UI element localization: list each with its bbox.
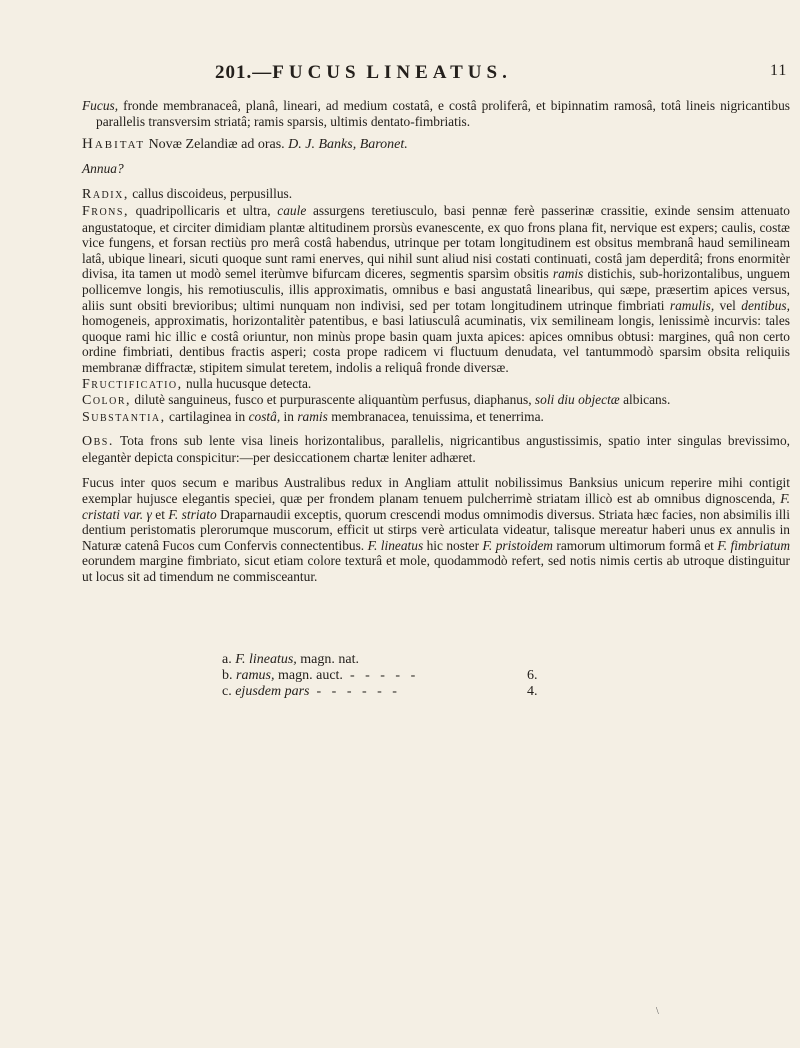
frons-paragraph: Frons, quadripollicaris et ultra, caule assurgens teretiusculo, basi pennæ ferè passerinæ crassitie, exinde sensim attenuato angustatoque, et circiter dimidiam plantæ altitudinem prorsùs evanescente, ex quo frons plana fit, nervique est expers; caulis, costæ vice fungens, et forsan rectiùs pro merâ costâ habendus, utrinque per totam longitudinem est obsitus membranâ haud semilineam latâ, ubique lineari, sicuti quoque sunt rami enerves, qui nihil sunt aliud nisi costati continuati, costâ jam deperditâ; frons enormitèr divisa, ita tamen ut modò semel iterùmve bifurcam diceres, segmentis sparsìm obsitis ramis distichis, sub-horizontalibus, unguem pollicemve longis, his remotiusculis, illis approximatis, omnibus e basi angustatâ linearibus, qui sæpe, præsertim apices versus, aliis sunt obsiti brevioribus; ultimi nunquam non indivisi, sed per totam longitudinem utrinque fimbriati ramulis, vel dentibus, homogeneis, approximatis, horizontalitèr patentibus, e basi latiusculâ acuminatis, vix semilineam longis, lenissimè incurvis: tales quoque rami hic illic e costâ oriuntur, non minùs prope basin quam juxta apices: apices omnibus obtusi: margines, quâ non certo ordine fimbriati, dentibus fractis asperi; costa prope radicem vi fluctuum denudata, vel tantummodò sparsim obsita reliquiis membranæ diffractæ, stipitem simulat teretem, indolis a reliquâ fronde diversæ.: [82, 202, 790, 375]
species-description: Fucus, fronde membranaceâ, planâ, lineari, ad medium costatâ, e costâ proliferâ, et bipinnatim ramosâ, totâ lineis nigricantibus parallelis transversim striatâ; ramis sparsis, ultimis dentato-fimbriatis.: [82, 98, 790, 129]
substantia-paragraph: Substantia, cartilaginea in costâ, in ramis membranacea, tenuissima, et tenerrima.: [82, 408, 544, 425]
plate-legend: [222, 652, 562, 700]
page-title: 201.—FUCUS LINEATUS.: [215, 62, 512, 83]
commentary-paragraph: Fucus inter quos secum e maribus Australibus redux in Angliam attulit nobilissimus Banksius unicum reperire mihi contigit exemplar hujusce elegantis speciei, quæ per frondem planam tenuem pulcherrimè striatam illicò est ab omnibus dignoscenda, F. cristati var. γ et F. striato Draparnaudii exceptis, quorum crescendi modus omnimodis diversus. Striata hæc facies, non absimilis illi dentium peristomatis plerorumque muscorum, efficit ut stirps verè articulata videatur, talisque mereatur haberi unus ex annulis in Naturæ catenâ Fucos cum Confervis connectentibus. F. lineatus hic noster F. pristoidem ramorum ultimorum formâ et F. fimbriatum eorundem margine fimbriato, sicut etiam colore texturâ et mole, quodammodò refert, sed notis nimis certis ab utroque distinguitur ut locus sit ad timendum ne commisceantur.: [82, 475, 790, 585]
radix-paragraph: Radix, callus discoideus, perpusillus.: [82, 186, 293, 203]
duration: Annua?: [82, 160, 124, 176]
stray-mark: \: [656, 1006, 659, 1017]
page-body: [82, 98, 790, 585]
color-paragraph: Color, dilutè sanguineus, fusco et purpurascente aliquantùm perfusus, diaphanus, soli diu objectæ albicans.: [82, 392, 671, 409]
habitat-line: Habitat Novæ Zelandiæ ad oras. D. J. Banks, Baronet.: [82, 136, 408, 153]
observation-paragraph: Obs. Tota frons sub lente visa lineis horizontalibus, parallelis, nigricantibus angustissimis, spatio inter singulas brevissimo, elegantèr depicta conspicitur:—per desiccationem chartæ leniter adhæret.: [82, 433, 790, 465]
legend-row: b. ramus, magn. auct. - - - - - 6.: [222, 668, 538, 683]
page-number: 11: [770, 62, 788, 79]
legend-row: c. ejusdem pars - - - - - - 4.: [222, 684, 538, 699]
fructificatio-paragraph: Fructificatio, nulla hucusque detecta.: [82, 375, 312, 392]
legend-row: a. F. lineatus, magn. nat.: [222, 652, 360, 667]
page-header: [0, 62, 800, 88]
